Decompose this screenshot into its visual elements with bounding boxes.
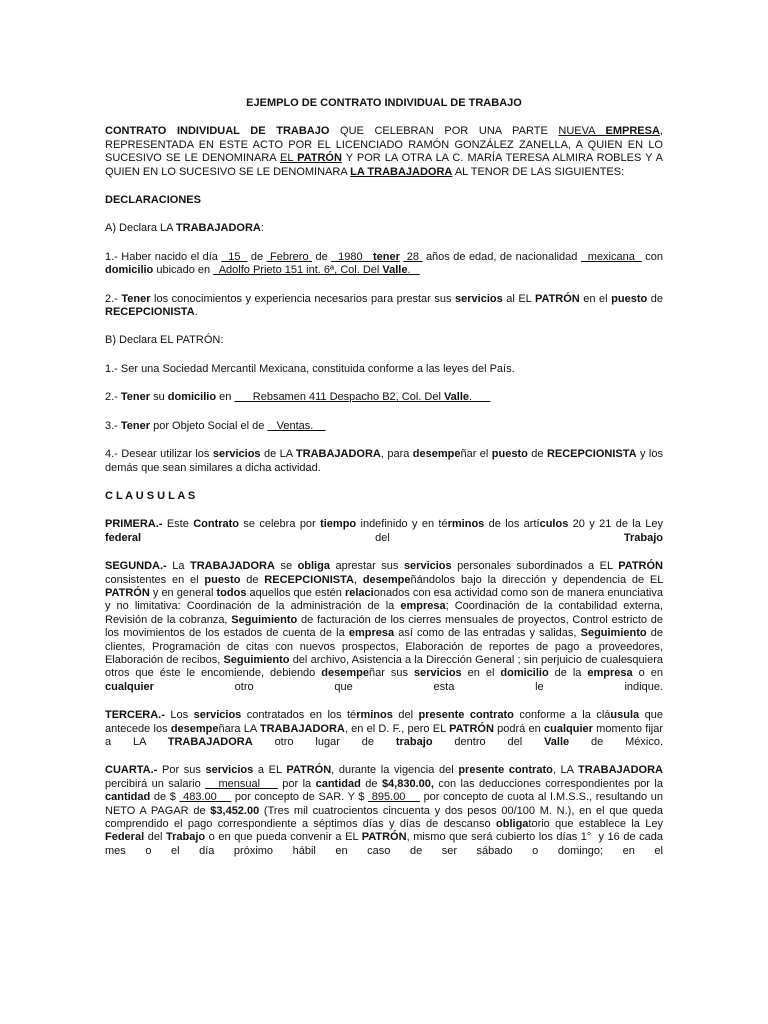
- text-run: culos: [539, 518, 569, 531]
- text-run: (Tres mil cuatrocientos cincuenta y dos pesos 00/100 M. N.), en el que queda comprendido el pago correspondiente a séptimos días y días de descanso: [105, 804, 667, 831]
- text-run: consistentes en el: [105, 560, 667, 586]
- text-run: otro lugar de: [252, 736, 396, 748]
- text-run: presente contrato: [458, 764, 553, 777]
- text-run: del: [144, 831, 166, 844]
- text-run: ñándolos bajo la dirección y dependencia de EL: [410, 573, 667, 586]
- text-run: QUE CELEBRAN POR UNA PARTE: [329, 125, 559, 138]
- text-run: del: [141, 531, 624, 544]
- text-run: Trabajo: [623, 531, 663, 544]
- text-run: 20 y 21 de la Ley: [568, 518, 667, 531]
- para-segunda: [105, 560, 667, 694]
- text-run: tiempo: [320, 518, 357, 531]
- text-run: Por sus: [157, 764, 206, 777]
- text-run: años de edad, de nacionalidad: [422, 250, 581, 263]
- text-run: , para: [380, 448, 413, 461]
- text-run: empresa: [587, 667, 633, 680]
- text-run: servicios: [205, 764, 254, 777]
- text-run: :: [260, 222, 264, 235]
- text-run: ,: [353, 573, 363, 586]
- text-run: TRABAJADORA: [259, 722, 345, 735]
- text-run: B) Declara EL PATRÓN:: [105, 334, 224, 347]
- text-run: del archivo, Asistencia a la Dirección General ; sin perjuicio de cualesquiera otros que éste le encomiende, debiendo: [105, 653, 667, 680]
- text-run: mensual: [205, 777, 278, 790]
- text-run: Tener: [121, 292, 151, 305]
- text-run: Seguimiento: [231, 613, 298, 626]
- text-run: TRABAJADORA: [295, 448, 381, 461]
- text-run: trabajo: [395, 736, 433, 748]
- text-run: todos: [216, 586, 247, 599]
- text-run: SEGUNDA.-: [105, 560, 167, 573]
- text-run: CONTRATO INDIVIDUAL DE TRABAJO: [105, 125, 330, 138]
- text-run: su: [150, 391, 168, 404]
- text-run: TERCERA.-: [105, 709, 165, 722]
- text-run: con las deducciones correspondientes por la: [433, 777, 667, 790]
- text-run: de: [527, 448, 547, 461]
- text-run: de la: [548, 667, 588, 680]
- text-run: de: [240, 573, 265, 586]
- text-run: La: [166, 560, 190, 573]
- text-run: de: [647, 292, 667, 305]
- text-run: o en: [632, 667, 667, 680]
- text-run: al EL: [502, 292, 535, 305]
- text-run: federal: [105, 531, 142, 544]
- text-run: ñar sus: [368, 667, 414, 680]
- para-opening: [105, 125, 667, 179]
- text-run: 2.-: [105, 391, 121, 404]
- document-body: [105, 125, 667, 858]
- para-trabajadora-2: [105, 292, 667, 320]
- text-run: EMPRESA: [605, 125, 660, 138]
- text-run: de facturación de los cierres mensuales de proyectos, Control estricto de los movimientos de los estados de cuenta de la: [105, 613, 667, 640]
- text-run: usula: [610, 709, 640, 722]
- para-declara-trabajadora: [105, 222, 663, 235]
- text-run: dentro del: [432, 736, 545, 748]
- text-run: obliga: [496, 818, 529, 831]
- text-run: en el: [579, 292, 612, 305]
- text-run: cualquier: [105, 680, 154, 693]
- text-run: empresa: [348, 627, 395, 640]
- text-run: tener: [372, 250, 400, 263]
- text-run: Tener: [120, 419, 151, 432]
- text-run: en: [216, 391, 235, 404]
- text-run: RECEPCIONISTA: [105, 306, 195, 319]
- text-run: ñar el: [460, 448, 492, 461]
- text-run: 28: [403, 250, 423, 263]
- text-run: ubicado en: [153, 264, 214, 277]
- text-run: LA TRABAJADORA: [350, 165, 453, 178]
- text-run: EL: [280, 152, 298, 165]
- text-run: servicios: [403, 560, 452, 573]
- text-run: servicios: [413, 667, 462, 680]
- text-run: Seguimiento: [580, 627, 647, 640]
- text-run: AL TENOR DE LAS SIGUIENTES:: [452, 165, 625, 178]
- heading-declaraciones: [105, 194, 663, 207]
- text-run: Federal: [105, 831, 145, 844]
- text-run: , LA: [552, 764, 579, 777]
- text-run: Este: [162, 518, 194, 531]
- text-run: desempe: [412, 448, 461, 461]
- text-run: por concepto de cuota al I.M.S.S., resultando un NETO A PAGAR de: [105, 791, 667, 817]
- text-run: momento fijar a LA: [105, 722, 667, 748]
- heading-clausulas: [105, 490, 663, 503]
- text-run: a EL: [253, 764, 287, 777]
- text-run: TRABAJADORA: [167, 736, 253, 748]
- text-run: aprestar sus: [329, 560, 404, 573]
- text-run: de $: [150, 791, 180, 804]
- text-run: .: [407, 264, 420, 277]
- text-run: Contrato: [193, 518, 240, 531]
- text-run: domicilio: [167, 391, 217, 404]
- text-run: indefinido y en té: [356, 518, 448, 531]
- text-run: puesto: [491, 448, 528, 461]
- text-run: de los artí: [484, 518, 540, 531]
- text-run: se: [274, 560, 298, 573]
- text-run: Adolfo Prieto 151 int. 6ª, Col. Del: [213, 264, 383, 277]
- text-run: rminos: [447, 518, 485, 531]
- text-run: CUARTA.-: [105, 764, 158, 777]
- text-run: desempe: [170, 722, 219, 735]
- text-run: PRIMERA.-: [105, 518, 163, 531]
- text-run: otro que esta le indique.: [153, 680, 663, 693]
- text-run: PATRÓN: [534, 292, 580, 305]
- text-run: Valle: [382, 264, 408, 277]
- text-run: domicilio: [500, 667, 549, 680]
- text-run: de México.: [569, 736, 664, 748]
- text-run: PATRÓN: [449, 722, 494, 735]
- text-run: PATRÓN: [286, 764, 332, 777]
- text-run: A) Declara LA: [105, 222, 176, 235]
- para-cuarta: [105, 764, 667, 858]
- text-run: Rebsamen 411 Despacho B2, Col. Del: [234, 391, 444, 404]
- text-run: obliga: [297, 560, 330, 573]
- text-run: así como de las entradas y salidas,: [394, 627, 581, 640]
- text-run: cantidad: [315, 777, 361, 790]
- text-run: 3.-: [105, 419, 121, 432]
- text-run: 483.00: [179, 791, 232, 804]
- text-run: 4.- Desear utilizar los: [105, 448, 213, 461]
- text-run: cantidad: [105, 791, 151, 804]
- text-run: C L A U S U L A S: [105, 489, 196, 502]
- text-run: PATRÓN: [297, 152, 342, 165]
- text-run: personales subordinados a EL: [451, 560, 619, 573]
- text-run: RECEPCIONISTA: [546, 448, 637, 461]
- text-run: TRABAJADORA: [175, 222, 261, 235]
- text-run: desempe: [321, 667, 369, 680]
- text-run: de clientes, Programación de citas con nuevos prospectos, Elaboración de reportes de pago a proveedores, Elaboración de recibos,: [105, 627, 667, 666]
- text-run: que antecede los: [105, 709, 667, 735]
- text-run: Seguimiento: [223, 653, 290, 666]
- text-run: TRABAJADORA: [578, 764, 663, 777]
- text-run: por concepto de SAR. Y $: [231, 791, 369, 804]
- text-run: ; Coordinación de la contabilidad externa, Revisión de la cobranza,: [105, 600, 667, 626]
- text-run: en el: [461, 667, 501, 680]
- text-run: de LA: [260, 448, 296, 461]
- text-run: PATRÓN: [361, 831, 407, 844]
- text-run: contratados en los té: [241, 709, 357, 722]
- text-run: , en el D. F., pero EL: [344, 722, 450, 735]
- text-run: empresa: [400, 600, 446, 613]
- text-run: rminos: [356, 709, 393, 722]
- text-run: Valle: [443, 391, 470, 404]
- text-run: percibirá un salario: [105, 764, 667, 790]
- text-run: .: [194, 306, 198, 319]
- text-run: 2.-: [105, 292, 122, 305]
- text-run: por Objeto Social el de: [150, 419, 268, 432]
- text-run: , mismo que será cubierto los días 1° y 16 de cada mes o el día próximo hábil en caso de ser sábado o domingo; en el: [105, 831, 667, 857]
- text-run: y en general: [149, 586, 217, 599]
- para-primera: [105, 518, 667, 545]
- text-run: onados con esa actividad como son de manera enunciativa y no limitativa: Coordinación de la administración de la: [105, 586, 667, 613]
- text-run: de: [360, 777, 382, 790]
- text-run: torio que establece la Ley: [528, 818, 667, 831]
- text-run: Valle: [544, 736, 570, 748]
- text-run: o en que pueda convenir a EL: [205, 831, 362, 844]
- text-run: RECEPCIONISTA: [264, 573, 354, 586]
- text-run: domicilio: [105, 264, 154, 277]
- text-run: podrá en: [493, 722, 545, 735]
- para-declara-patron: [105, 334, 663, 347]
- text-run: presente contrato: [418, 709, 514, 722]
- text-run: PATRÓN: [618, 560, 663, 573]
- text-run: DECLARACIONES: [105, 194, 201, 207]
- para-patron-2: [105, 391, 663, 404]
- para-tercera: [105, 709, 667, 749]
- text-run: se celebra por: [239, 518, 321, 531]
- text-run: puesto: [204, 573, 241, 586]
- text-run: conforme a la clá: [513, 709, 611, 722]
- para-trabajadora-1: [105, 250, 667, 278]
- text-run: Y POR LA OTRA LA C. MARÍA TERESA ALMIRA ROBLES Y A QUIEN EN LO SUCESIVO SE LE DENOMINARA: [105, 152, 667, 178]
- text-run: 15: [221, 250, 248, 263]
- text-run: $4,830.00,: [381, 777, 434, 790]
- text-run: del: [392, 709, 419, 722]
- text-run: $3,452.00: [210, 804, 260, 817]
- text-run: servicios: [193, 709, 242, 722]
- text-run: con: [641, 250, 667, 263]
- text-run: por la: [277, 777, 316, 790]
- text-run: Tener: [120, 391, 151, 404]
- text-run: TRABAJADORA: [189, 560, 275, 573]
- text-run: desempe: [362, 573, 411, 586]
- text-run: 1980: [331, 250, 373, 263]
- document-title: EJEMPLO DE CONTRATO INDIVIDUAL DE TRABAJO: [246, 97, 522, 109]
- text-run: cualquier: [544, 722, 593, 735]
- text-run: puesto: [611, 292, 648, 305]
- text-run: 1.- Ser una Sociedad Mercantil Mexicana, constituida conforme a las leyes del País.: [105, 362, 515, 375]
- text-run: ñara LA: [218, 722, 260, 735]
- text-run: y los demás que sean similares a dicha actividad.: [105, 448, 667, 474]
- text-run: Ventas.: [267, 419, 326, 432]
- text-run: NUEVA: [558, 125, 606, 138]
- text-run: 1.- Haber nacido el día: [105, 250, 222, 263]
- para-patron-1: [105, 363, 663, 376]
- para-patron-3: [105, 420, 663, 433]
- text-run: , durante la vigencia del: [331, 764, 459, 777]
- text-run: Febrero: [266, 250, 313, 263]
- text-run: PATRÓN: [105, 586, 150, 599]
- text-run: servicios: [455, 292, 503, 305]
- text-run: Los: [164, 709, 194, 722]
- text-run: Trabajo: [165, 831, 206, 844]
- text-run: relaci: [344, 586, 374, 599]
- text-run: , REPRESENTADA EN ESTE ACTO POR EL LICENCIADO RAMÓN GONZÁLEZ ZANELLA, A QUIEN EN LO SUCESIVO SE LE DENOMINARA: [105, 125, 667, 165]
- text-run: de: [247, 250, 267, 263]
- para-patron-4: [105, 448, 667, 475]
- text-run: servicios: [212, 448, 261, 461]
- text-run: 895.00: [368, 791, 420, 804]
- text-run: mexicana: [580, 250, 642, 263]
- text-run: de: [312, 250, 332, 263]
- text-run: aquellos que estén: [246, 586, 345, 599]
- text-run: los conocimientos y experiencia necesarios para prestar sus: [150, 292, 456, 305]
- text-run: .: [469, 391, 491, 404]
